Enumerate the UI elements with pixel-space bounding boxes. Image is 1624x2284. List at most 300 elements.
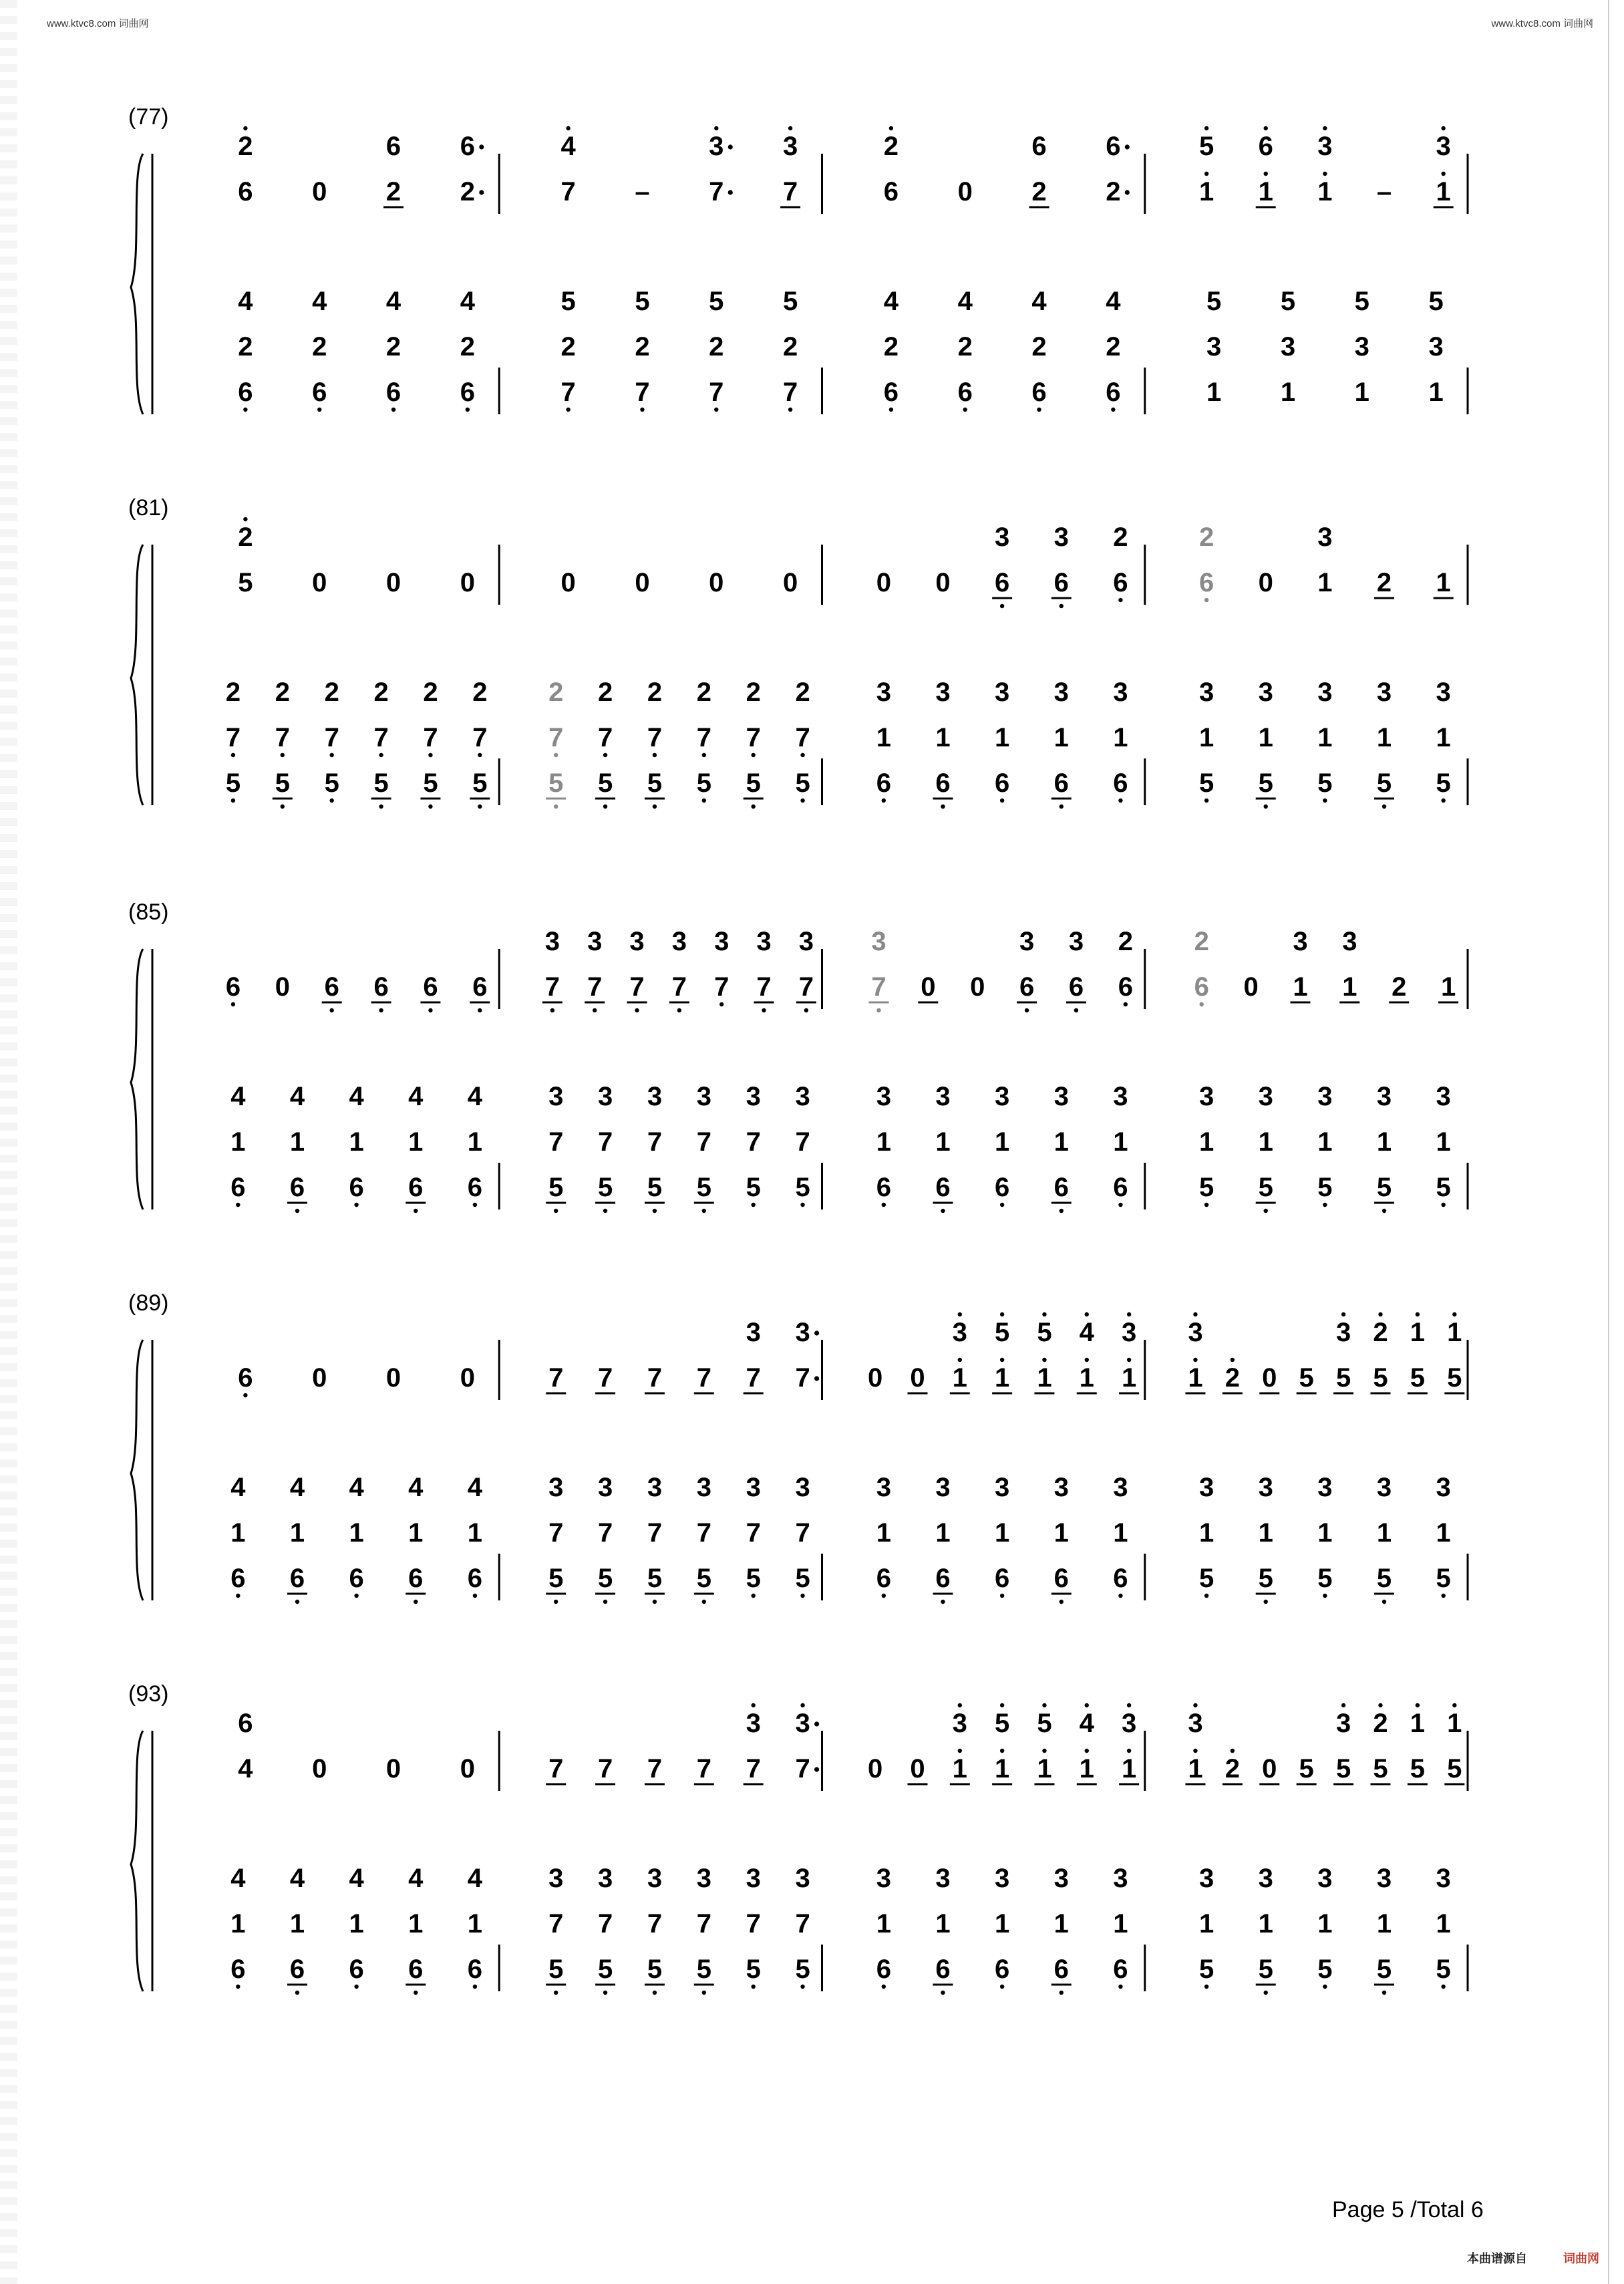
note-digit: 5: [548, 1955, 564, 1984]
note-digit: 2: [1031, 332, 1047, 362]
note-digit: 1: [1079, 1363, 1094, 1393]
note-digit: 2: [275, 678, 290, 707]
note-digit: 2: [560, 332, 576, 362]
note-digit: 6: [1068, 972, 1084, 1002]
note-digit: 1: [1258, 1127, 1273, 1157]
note-digit: 3: [1113, 1082, 1128, 1111]
note-digit: 1: [1317, 1909, 1333, 1939]
note-digit: 2: [782, 332, 798, 362]
note-digit: 0: [460, 1363, 475, 1393]
note-digit: 7: [795, 1754, 810, 1783]
note-digit: 1: [289, 1127, 305, 1157]
note-digit: 3: [1376, 678, 1392, 707]
note-digit: 5: [225, 768, 241, 798]
note-digit: 6: [324, 972, 339, 1002]
note-digit: 6: [876, 768, 891, 798]
note-digit: 6: [385, 378, 401, 407]
note-digit: 5: [472, 768, 488, 798]
note-digit: 3: [1053, 1082, 1069, 1111]
note-digit: 3: [1436, 678, 1451, 707]
note-digit: 3: [1317, 678, 1333, 707]
note-digit: 3: [548, 1864, 564, 1893]
note-digit: 1: [230, 1127, 246, 1157]
note-digit: 5: [1206, 287, 1222, 316]
note-digit: 3: [1188, 1709, 1203, 1738]
note-digit: 7: [795, 1909, 810, 1939]
note-digit: 1: [408, 1909, 424, 1939]
note-digit: 7: [548, 1363, 564, 1393]
note-digit: 3: [795, 1864, 810, 1893]
note-digit: 2: [709, 332, 724, 362]
note-digit: 2: [1373, 1709, 1388, 1738]
note-digit: 4: [408, 1082, 424, 1111]
score-system: [0, 922, 1624, 1236]
note-digit: 6: [1053, 1955, 1069, 1984]
note-digit: 2: [696, 678, 711, 707]
note-digit: 1: [1436, 723, 1451, 752]
note-digit: 7: [560, 177, 576, 206]
note-digit: 3: [1317, 1473, 1333, 1502]
note-digit: 3: [1121, 1709, 1137, 1738]
note-digit: 3: [1258, 1473, 1273, 1502]
note-digit: 5: [1258, 768, 1273, 798]
note-digit: 0: [275, 972, 290, 1002]
note-digit: 5: [1373, 1363, 1388, 1393]
note-digit: 5: [548, 1173, 564, 1202]
note-digit: 0: [385, 1363, 401, 1393]
note-digit: 3: [995, 1864, 1010, 1893]
note-digit: 1: [995, 1909, 1010, 1939]
note-digit: 2: [1198, 523, 1214, 552]
note-digit: 0: [782, 568, 798, 597]
note-digit: 6: [467, 1955, 483, 1984]
note-digit: 4: [1079, 1318, 1094, 1347]
note-digit: 6: [408, 1173, 424, 1202]
note-digit: 2: [647, 678, 663, 707]
note-digit: 1: [952, 1754, 967, 1783]
note-digit: 1: [1113, 1518, 1128, 1548]
note-digit: 6: [883, 378, 899, 407]
note-digit: 1: [1410, 1318, 1426, 1347]
note-digit: 4: [408, 1864, 424, 1893]
note-digit: 1: [1376, 1909, 1392, 1939]
note-digit: 3: [935, 1864, 951, 1893]
note-digit: 6: [995, 1955, 1010, 1984]
note-digit: 5: [1037, 1709, 1052, 1738]
note-digit: 5: [1376, 1564, 1392, 1593]
note-digit: 3: [871, 927, 886, 956]
note-digit: 1: [995, 1754, 1010, 1783]
note-digit: 5: [746, 1173, 761, 1202]
note-digit: 1: [876, 1518, 891, 1548]
note-digit: 3: [1317, 1864, 1333, 1893]
note-digit: 0: [876, 568, 891, 597]
note-digit: 5: [560, 287, 576, 316]
note-digit: 5: [1335, 1363, 1351, 1393]
note-digit: 1: [1258, 723, 1273, 752]
note-digit: 1: [349, 1518, 364, 1548]
note-digit: 0: [709, 568, 724, 597]
note-digit: 7: [714, 972, 729, 1002]
note-digit: 5: [1410, 1754, 1426, 1783]
note-digit: 3: [1436, 132, 1451, 161]
note-digit: 6: [957, 378, 973, 407]
note-digit: 5: [709, 287, 724, 316]
note-digit: 5: [275, 768, 290, 798]
note-digit: 3: [876, 678, 891, 707]
note-digit: 3: [1113, 678, 1128, 707]
note-digit: 1: [1188, 1754, 1203, 1783]
note-digit: 7: [544, 972, 560, 1002]
note-digit: 5: [696, 1564, 711, 1593]
note-digit: 2: [1376, 568, 1392, 597]
note-digit: 7: [746, 1127, 761, 1157]
note-digit: 5: [324, 768, 339, 798]
note-digit: 2: [1113, 523, 1128, 552]
note-digit: 7: [225, 723, 241, 752]
note-digit: 3: [1198, 1082, 1214, 1111]
note-digit: 2: [472, 678, 488, 707]
note-digit: 0: [312, 177, 327, 206]
note-digit: 1: [1447, 1709, 1462, 1738]
note-digit: –: [635, 177, 650, 206]
note-digit: 1: [1317, 1127, 1333, 1157]
note-digit: 1: [1436, 568, 1451, 597]
measure-number: (77): [128, 104, 169, 130]
note-digit: 7: [635, 378, 650, 407]
note-digit: 5: [635, 287, 650, 316]
note-digit: 1: [995, 1363, 1010, 1393]
note-digit: 2: [1225, 1363, 1240, 1393]
note-digit: 4: [349, 1864, 364, 1893]
note-digit: 7: [756, 972, 772, 1002]
note-digit: 5: [1258, 1955, 1273, 1984]
note-digit: 1: [1317, 568, 1333, 597]
note-digit: 5: [1317, 1173, 1333, 1202]
note-digit: 7: [597, 1363, 613, 1393]
note-digit: 0: [385, 568, 401, 597]
note-digit: 5: [1317, 1955, 1333, 1984]
note-digit: 6: [423, 972, 438, 1002]
note-digit: 4: [349, 1082, 364, 1111]
note-digit: 3: [795, 1709, 810, 1738]
note-digit: 1: [1198, 1518, 1214, 1548]
note-digit: 0: [460, 568, 475, 597]
note-digit: 0: [1262, 1754, 1277, 1783]
note-digit: 2: [385, 332, 401, 362]
note-digit: 7: [560, 378, 576, 407]
note-digit: 1: [876, 723, 891, 752]
note-digit: 0: [1243, 972, 1259, 1002]
note-digit: 3: [746, 1709, 761, 1738]
note-digit: 2: [1392, 972, 1407, 1002]
note-digit: 1: [1342, 972, 1357, 1002]
note-digit: 1: [935, 1909, 951, 1939]
note-digit: 7: [373, 723, 389, 752]
note-digit: 5: [1037, 1318, 1052, 1347]
note-digit: 6: [467, 1173, 483, 1202]
note-digit: 1: [1354, 378, 1369, 407]
note-digit: 5: [782, 287, 798, 316]
note-digit: 5: [1436, 1173, 1451, 1202]
note-digit: 5: [1258, 1173, 1273, 1202]
note-digit: 4: [312, 287, 327, 316]
note-digit: 6: [1031, 132, 1047, 161]
note-digit: 6: [472, 972, 488, 1002]
note-digit: 3: [696, 1864, 711, 1893]
note-digit: 7: [798, 972, 814, 1002]
note-digit: 6: [1031, 378, 1047, 407]
note-digit: 3: [1188, 1318, 1203, 1347]
note-digit: 3: [1258, 1864, 1273, 1893]
note-digit: 5: [1258, 1564, 1273, 1593]
note-digit: 1: [408, 1127, 424, 1157]
note-digit: 4: [289, 1864, 305, 1893]
note-digit: 7: [696, 1518, 711, 1548]
note-digit: 6: [1053, 768, 1069, 798]
note-digit: 5: [1436, 1564, 1451, 1593]
note-digit: 5: [995, 1318, 1010, 1347]
note-digit: 6: [1019, 972, 1035, 1002]
note-digit: 3: [995, 1473, 1010, 1502]
note-digit: 7: [629, 972, 645, 1002]
note-digit: 4: [349, 1473, 364, 1502]
note-digit: 7: [746, 1518, 761, 1548]
note-digit: 5: [647, 1564, 663, 1593]
note-digit: 4: [385, 287, 401, 316]
note-digit: 0: [560, 568, 576, 597]
note-digit: 6: [238, 1363, 253, 1393]
note-digit: 2: [385, 177, 401, 206]
note-digit: 7: [746, 723, 761, 752]
note-digit: 3: [696, 1082, 711, 1111]
note-digit: 0: [868, 1754, 883, 1783]
note-digit: 2: [1194, 927, 1209, 956]
note-digit: 3: [1293, 927, 1308, 956]
note-digit: 2: [373, 678, 389, 707]
note-digit: 5: [746, 1955, 761, 1984]
note-digit: 7: [597, 1909, 613, 1939]
note-digit: 6: [1053, 1173, 1069, 1202]
note-digit: 4: [238, 287, 253, 316]
note-digit: 7: [647, 1909, 663, 1939]
note-digit: 2: [238, 132, 253, 161]
note-digit: 1: [1113, 1127, 1128, 1157]
note-digit: 1: [1258, 177, 1273, 206]
note-digit: 1: [1037, 1363, 1052, 1393]
note-digit: 7: [696, 723, 711, 752]
note-digit: 3: [1198, 678, 1214, 707]
note-digit: 6: [312, 378, 327, 407]
note-digit: 5: [1376, 1955, 1392, 1984]
note-digit: 1: [1436, 1518, 1451, 1548]
note-digit: 3: [597, 1864, 613, 1893]
note-digit: 0: [957, 177, 973, 206]
note-digit: 5: [1436, 1955, 1451, 1984]
note-digit: 2: [883, 132, 899, 161]
note-digit: 6: [1113, 1173, 1128, 1202]
note-digit: 6: [935, 1564, 951, 1593]
note-digit: 6: [238, 177, 253, 206]
note-digit: 3: [709, 132, 724, 161]
note-digit: 1: [876, 1909, 891, 1939]
note-digit: 3: [746, 1318, 761, 1347]
note-digit: 6: [1113, 768, 1128, 798]
note-digit: 4: [467, 1473, 483, 1502]
note-digit: 7: [548, 723, 564, 752]
note-digit: 3: [1121, 1318, 1137, 1347]
note-digit: 2: [1106, 177, 1121, 206]
note-digit: 6: [230, 1955, 246, 1984]
note-digit: 3: [597, 1082, 613, 1111]
note-digit: 7: [472, 723, 488, 752]
note-digit: 6: [408, 1564, 424, 1593]
note-digit: 3: [756, 927, 772, 956]
note-digit: 0: [312, 568, 327, 597]
note-digit: 3: [995, 1082, 1010, 1111]
note-digit: 5: [647, 1173, 663, 1202]
note-digit: 4: [230, 1473, 246, 1502]
note-digit: 5: [548, 768, 564, 798]
note-digit: 0: [970, 972, 985, 1002]
note-digit: 5: [1317, 1564, 1333, 1593]
note-digit: 1: [1376, 723, 1392, 752]
note-digit: 7: [782, 378, 798, 407]
note-digit: 6: [995, 768, 1010, 798]
note-digit: 0: [635, 568, 650, 597]
note-digit: 6: [935, 1955, 951, 1984]
note-digit: 1: [995, 1127, 1010, 1157]
note-digit: 5: [696, 768, 711, 798]
note-digit: 3: [876, 1082, 891, 1111]
note-digit: 2: [312, 332, 327, 362]
note-digit: 5: [995, 1709, 1010, 1738]
note-digit: 1: [1428, 378, 1444, 407]
note-digit: 6: [408, 1955, 424, 1984]
note-digit: 2: [1225, 1754, 1240, 1783]
note-digit: 3: [1258, 678, 1273, 707]
note-digit: 4: [883, 287, 899, 316]
note-digit: 5: [1376, 768, 1392, 798]
measure-number: (85): [128, 899, 169, 925]
note-digit: 1: [289, 1518, 305, 1548]
note-digit: 3: [1376, 1864, 1392, 1893]
note-digit: 5: [795, 768, 810, 798]
note-digit: 6: [1053, 1564, 1069, 1593]
note-digit: 1: [876, 1127, 891, 1157]
note-digit: 7: [647, 723, 663, 752]
note-digit: 4: [460, 287, 475, 316]
note-digit: 1: [1410, 1709, 1426, 1738]
note-digit: 6: [349, 1173, 364, 1202]
note-digit: 3: [1053, 523, 1069, 552]
note-digit: 3: [1436, 1082, 1451, 1111]
note-digit: 5: [1436, 768, 1451, 798]
note-digit: 1: [1317, 1518, 1333, 1548]
note-digit: 7: [597, 1127, 613, 1157]
page-number: Page 5 /Total 6: [1332, 2197, 1484, 2223]
note-digit: 5: [1447, 1754, 1462, 1783]
note-digit: 1: [1198, 177, 1214, 206]
note-digit: 1: [1258, 1909, 1273, 1939]
note-digit: 5: [1198, 132, 1214, 161]
note-digit: 3: [1198, 1864, 1214, 1893]
note-digit: 5: [1198, 1173, 1214, 1202]
note-digit: 3: [1019, 927, 1035, 956]
note-digit: 1: [349, 1909, 364, 1939]
note-digit: 5: [1280, 287, 1296, 316]
note-digit: 3: [1206, 332, 1222, 362]
note-digit: 6: [225, 972, 241, 1002]
note-digit: 2: [635, 332, 650, 362]
note-digit: 5: [1299, 1754, 1314, 1783]
note-digit: 1: [1121, 1363, 1137, 1393]
note-digit: 3: [548, 1473, 564, 1502]
note-digit: 1: [1258, 1518, 1273, 1548]
note-digit: 7: [423, 723, 438, 752]
note-digit: 6: [460, 378, 475, 407]
note-digit: 5: [238, 568, 253, 597]
note-digit: 6: [1113, 1955, 1128, 1984]
note-digit: 2: [746, 678, 761, 707]
note-digit: 4: [1031, 287, 1047, 316]
note-digit: 7: [795, 1518, 810, 1548]
header-left-site: www.ktvc8.com 词曲网: [47, 18, 149, 29]
note-digit: 5: [373, 768, 389, 798]
note-digit: 5: [1335, 1754, 1351, 1783]
note-digit: 5: [597, 1173, 613, 1202]
note-digit: 4: [230, 1082, 246, 1111]
score-system: [0, 1704, 1624, 2018]
note-digit: 0: [385, 1754, 401, 1783]
note-digit: 1: [1113, 1909, 1128, 1939]
note-digit: 3: [597, 1473, 613, 1502]
note-digit: 1: [1053, 1518, 1069, 1548]
note-digit: 5: [795, 1955, 810, 1984]
note-digit: 1: [1198, 1909, 1214, 1939]
measure-number: (93): [128, 1681, 169, 1707]
note-digit: 7: [597, 1518, 613, 1548]
note-digit: 1: [995, 723, 1010, 752]
note-digit: 7: [548, 1518, 564, 1548]
note-digit: 6: [467, 1564, 483, 1593]
note-digit: 6: [1113, 1564, 1128, 1593]
note-digit: 6: [1106, 132, 1121, 161]
note-digit: 3: [876, 1473, 891, 1502]
note-digit: 1: [935, 1518, 951, 1548]
note-digit: 3: [587, 927, 603, 956]
note-digit: 1: [1198, 1127, 1214, 1157]
measure-number: (81): [128, 495, 169, 521]
note-digit: 3: [952, 1709, 967, 1738]
note-digit: 3: [935, 678, 951, 707]
note-digit: 3: [995, 678, 1010, 707]
note-digit: 1: [1440, 972, 1456, 1002]
note-digit: 1: [1280, 378, 1296, 407]
note-digit: 1: [1113, 723, 1128, 752]
note-digit: 7: [647, 1754, 663, 1783]
note-digit: 5: [1376, 1173, 1392, 1202]
note-digit: 1: [935, 1127, 951, 1157]
note-digit: 3: [1258, 1082, 1273, 1111]
note-digit: 0: [935, 568, 951, 597]
note-digit: 5: [597, 1955, 613, 1984]
note-digit: 3: [714, 927, 729, 956]
note-digit: 4: [957, 287, 973, 316]
note-digit: 4: [560, 132, 576, 161]
note-digit: 0: [1258, 568, 1273, 597]
note-digit: 1: [1188, 1363, 1203, 1393]
